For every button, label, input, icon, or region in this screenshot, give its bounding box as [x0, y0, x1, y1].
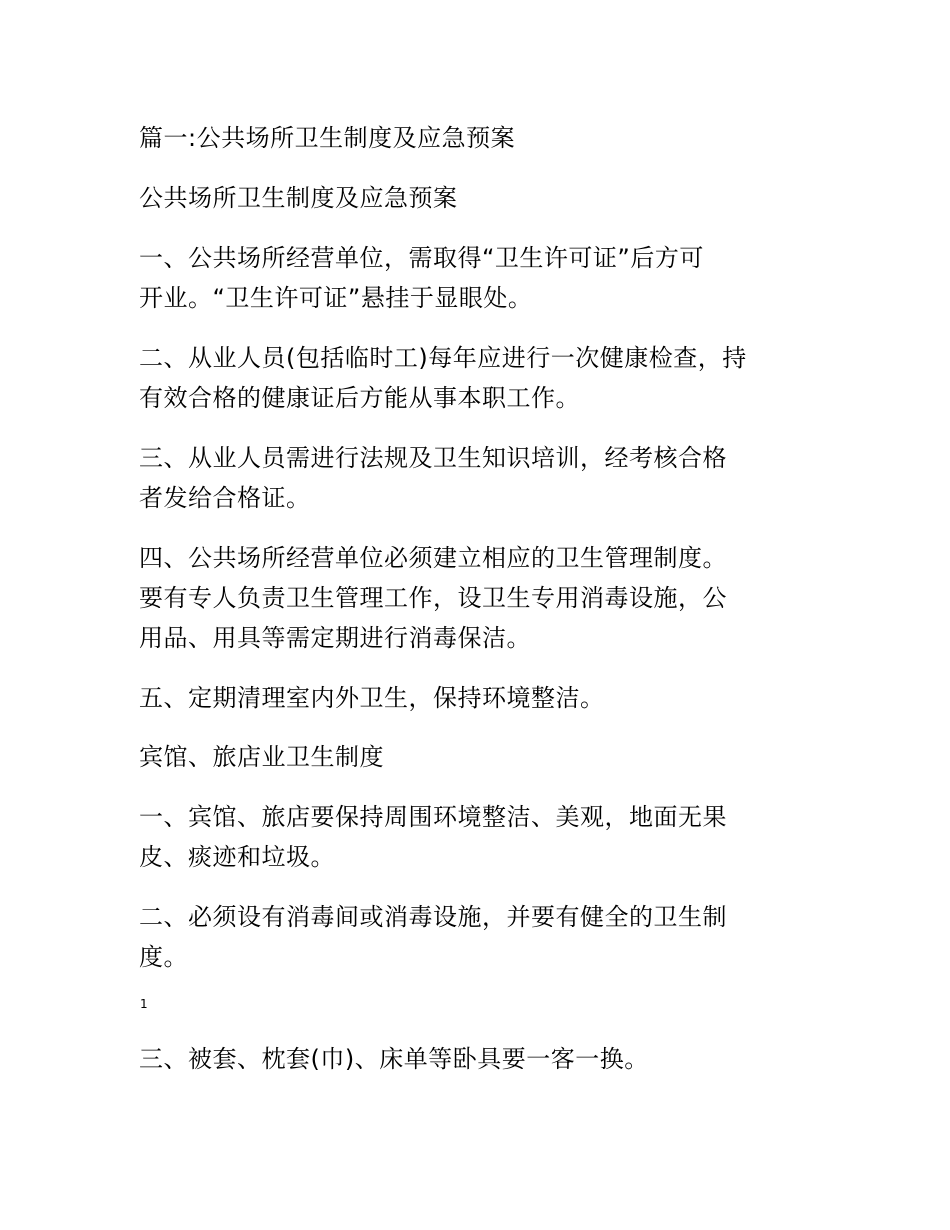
paragraph-line: 四、公共场所经营单位必须建立相应的卫生管理制度。 [139, 544, 727, 572]
paragraph-line: 五、定期清理室内外卫生，保持环境整洁。 [139, 684, 605, 712]
section-heading: 宾馆、旅店业卫生制度 [139, 743, 384, 771]
paragraph-line: 二、必须设有消毒间或消毒设施，并要有健全的卫生制 [139, 903, 727, 931]
paragraph-line: 二、从业人员(包括临时工)每年应进行一次健康检查，持 [139, 344, 747, 372]
paragraph-line: 度。 [139, 943, 188, 971]
page-number: 1 [140, 997, 148, 1011]
paragraph-line: 有效合格的健康证后方能从事本职工作。 [139, 384, 580, 412]
paragraph-line: 要有专人负责卫生管理工作，设卫生专用消毒设施，公 [139, 584, 727, 612]
paragraph-line: 三、从业人员需进行法规及卫生知识培训，经考核合格 [139, 444, 727, 472]
paragraph-line: 一、公共场所经营单位，需取得“卫生许可证”后方可 [139, 244, 704, 272]
document-title: 篇一:公共场所卫生制度及应急预案 [139, 124, 516, 152]
section-heading: 公共场所卫生制度及应急预案 [139, 184, 458, 212]
paragraph-line: 三、被套、枕套(巾)、床单等卧具要一客一换。 [139, 1045, 649, 1073]
paragraph-line: 者发给合格证。 [139, 484, 311, 512]
paragraph-line: 开业。“卫生许可证”悬挂于显眼处。 [139, 284, 533, 312]
paragraph-line: 皮、痰迹和垃圾。 [139, 843, 335, 871]
paragraph-line: 一、宾馆、旅店要保持周围环境整洁、美观，地面无果 [139, 803, 727, 831]
paragraph-line: 用品、用具等需定期进行消毒保洁。 [139, 624, 531, 652]
